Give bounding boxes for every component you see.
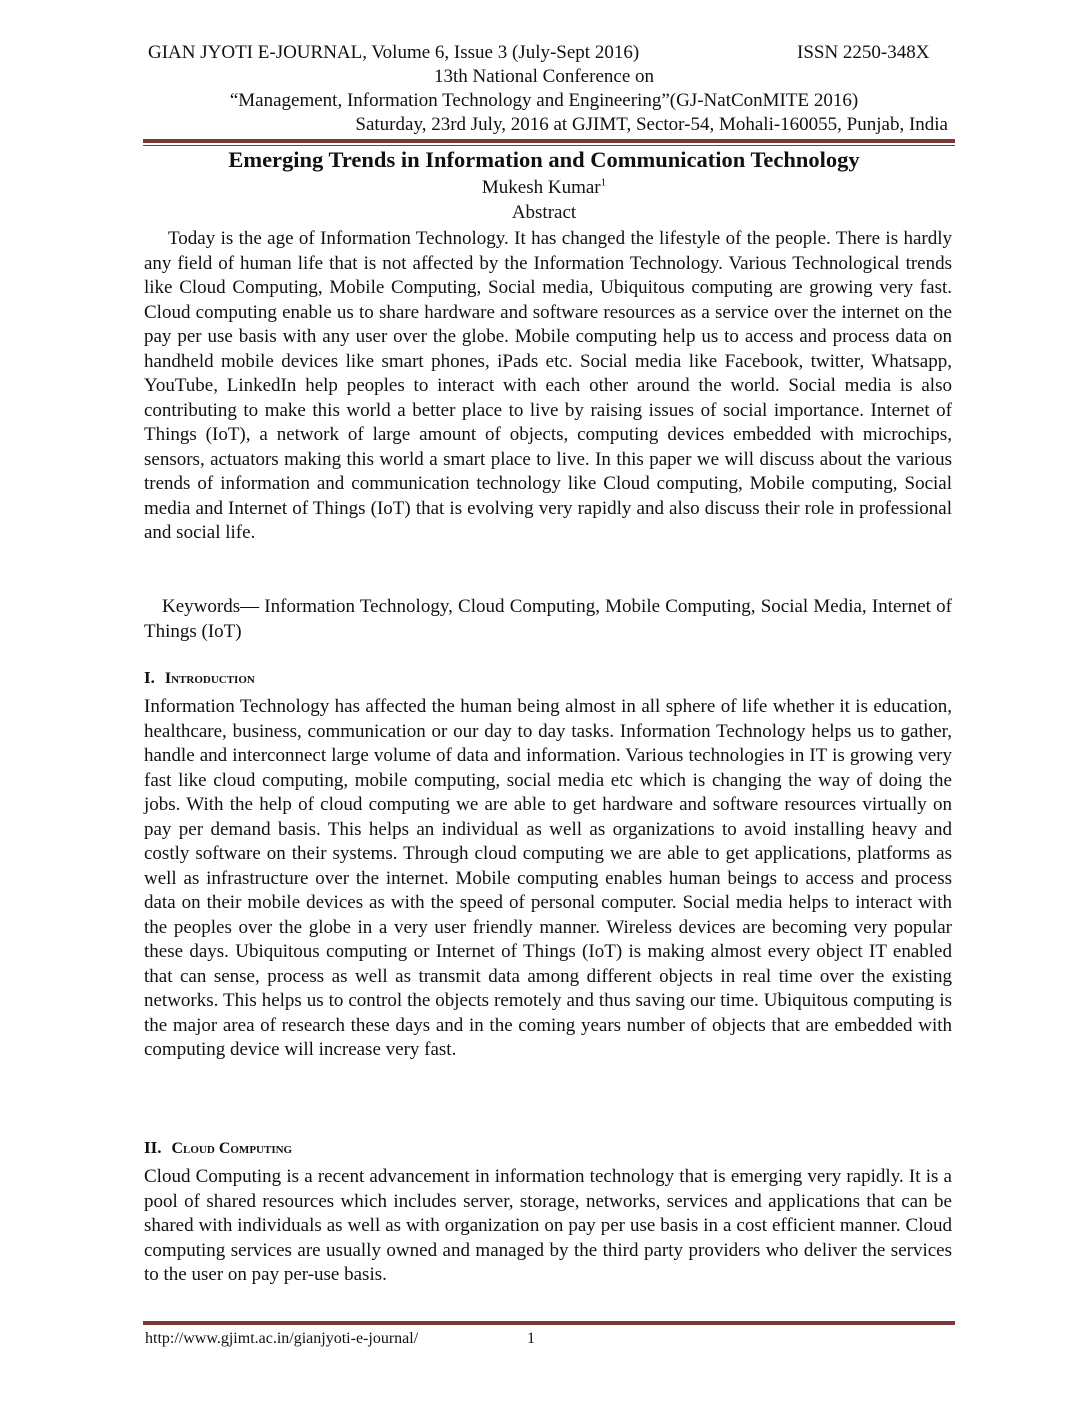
conference-date: Saturday, 23rd July, 2016 at GJIMT, Sector-54, Mohali-160055, Punjab, India: [355, 114, 948, 135]
author-affiliation-mark: 1: [600, 176, 607, 189]
section-heading-cloud-computing: [144, 1138, 292, 1158]
keywords: Keywords— Information Technology, Cloud Computing, Mobile Computing, Social Media, Internet of Things (IoT): [144, 596, 952, 642]
page-number: 1: [527, 1330, 535, 1347]
section-heading-introduction: [144, 668, 255, 688]
section-title: Introduction: [164, 670, 255, 687]
issn: ISSN 2250-348X: [797, 42, 930, 63]
author-name: Mukesh Kumar: [481, 177, 601, 198]
conference-name: “Management, Information Technology and Engineering”(GJ-NatConMITE 2016): [229, 90, 859, 111]
header-rule-thin: [143, 145, 955, 146]
footer-rule: [143, 1321, 955, 1325]
header-rule: [143, 139, 955, 143]
section-body-introduction: Information Technology has affected the human being almost in all sphere of life whether it is education, healthcare, business, communication or our day to day tasks. Information Technology helps us to gather, handle and interconnect large volume of data and information. Various technologies in IT is growing very fast like cloud computing, mobile computing, social media etc which is changing the way of doing the jobs. With the help of cloud computing we are able to get hardware and software resources virtually on pay per demand basis. This helps an individual as well as organizations to avoid installing heavy and costly software on their systems. Through cloud computing we are able to get applications, platforms as well as infrastructure over the internet. Mobile computing enables human beings to access and process data on their mobile devices as with the speed of personal computer. Social media helps to interact with the peoples over the globe in a very user friendly manner. Wireless devices are becoming very popular these days. Ubiquitous computing or Internet of Things (IoT) is making almost every object IT enabled that can sense, process as well as transmit data among different objects in real time over the existing networks. This helps us to control the objects remotely and thus saving our time. Ubiquitous computing is the major area of research these days and in the coming years number of objects that are embedded with computing device will increase very fast.: [144, 696, 952, 1060]
author-line: [0, 177, 1088, 199]
journal-name: GIAN JYOTI E-JOURNAL, Volume 6, Issue 3 (July-Sept 2016): [148, 42, 640, 63]
abstract-heading: Abstract: [511, 202, 577, 223]
footer-url[interactable]: http://www.gjimt.ac.in/gianjyoti-e-journal/: [145, 1330, 419, 1347]
abstract-text: Today is the age of Information Technology. It has changed the lifestyle of the people. There is hardly any field of human life that is not affected by the Information Technology. Various Technological trends like Cloud Computing, Mobile Computing, Social media, Ubiquitous computing are growing very fast. Cloud computing enable us to share hardware and software resources as a service over the internet on the pay per use basis with any user over the globe. Mobile computing help us to access and process data on handheld mobile devices like smart phones, iPads etc. Social media like Facebook, twitter, Whatsapp, YouTube, LinkedIn help peoples to interact with each other around the world. Social media is also contributing to make this world a better place to live by raising issues of social importance. Internet of Things (IoT), a network of large amount of objects, computing devices embedded with microchips, sensors, actuators making this world a smart place to live. In this paper we will discuss about the various trends of information and communication technology like Cloud computing, Mobile computing, Social media and Internet of Things (IoT) that is evolving very rapidly and also discuss their role in professional and social life.: [144, 228, 952, 543]
conference-line: 13th National Conference on: [433, 66, 654, 87]
section-title: Cloud Computing: [171, 1140, 293, 1157]
paper-title: Emerging Trends in Information and Communication Technology: [228, 147, 860, 172]
section-number: I.: [144, 668, 155, 687]
section-number: II.: [144, 1138, 162, 1157]
section-body-cloud-computing: Cloud Computing is a recent advancement in information technology that is emerging very rapidly. It is a pool of shared resources which includes server, storage, networks, services and applications that can be shared with individuals as well as with organization on pay per use basis in a cost efficient manner. Cloud computing services are usually owned and managed by the third party providers who deliver the services to the user on pay per-use basis.: [144, 1166, 952, 1285]
